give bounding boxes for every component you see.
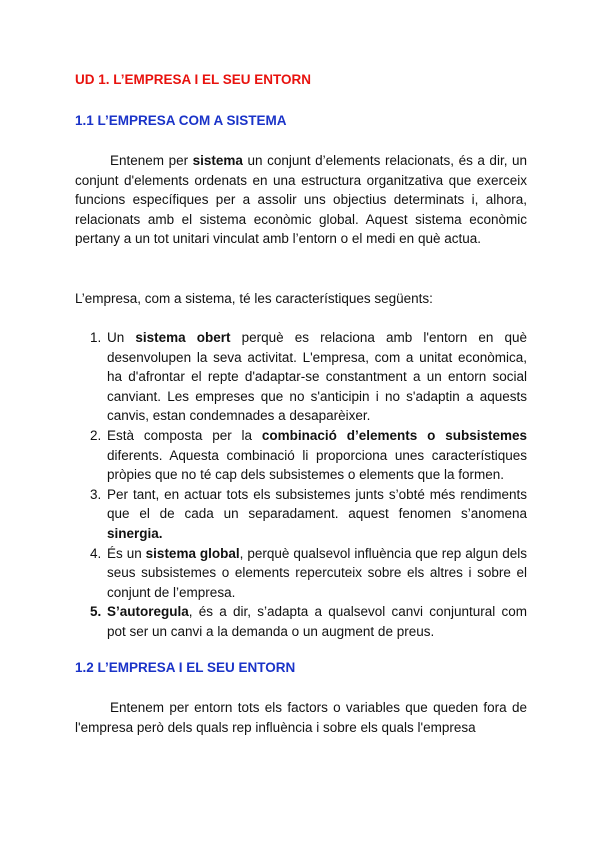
list-item-text: diferents. Aquesta combinació li proporciona unes característiques pròpies que no té cap dels subsistemes o elements que la formen. [107, 447, 527, 483]
intro-text-before: Entenem per [110, 153, 193, 168]
list-item-number: 2. [90, 427, 102, 443]
list-item-text: perquè es relaciona amb l'entorn en què desenvolupen la seva activitat. L'empresa, com a unitat econòmica, ha d'afrontar el repte d'adaptar-se constantment a un entorn social canviant. Les empreses que no s'anticipin i no s'adaptin a aquests canvis, estan condemnades a desaparèixer. [107, 330, 527, 424]
list-item [75, 544, 527, 603]
list-item-bold: sistema obert [135, 330, 231, 345]
list-item-bold: combinació d’elements o subsistemes [261, 427, 527, 443]
list-item-text: , perquè qualsevol influència que rep algun dels seus subsistemes o elements repercuteix sobre els altres i sobre el conjunt de l’empresa. [107, 545, 527, 600]
list-item-number: 3. [90, 486, 102, 502]
list-item-text: , és a dir, s’adapta a qualsevol canvi conjuntural com pot ser un canvi a la demanda o un augment de preus. [107, 604, 527, 639]
section-2-intro-paragraph: Entenem per entorn tots els factors o variables que queden fora de l'empresa però dels quals rep influència i sobre els quals l'empresa [75, 700, 527, 735]
list-item-text: És un [107, 545, 146, 561]
intro-text-after: un conjunt d’elements relacionats, és a dir, un conjunt d'elements ordenats en una estructura organitzativa que exerceix funcions específiques per a assolir uns objectius determinats i, alhora, relacionats amb el sistema econòmic global. Aquest sistema econòmic pertany a un tot unitari vinculat amb l’entorn o el medi en què actua. [75, 153, 528, 247]
characteristics-lead: L’empresa, com a sistema, té les característiques següents: [75, 291, 433, 306]
list-item [75, 328, 527, 426]
document-title: UD 1. L’EMPRESA I EL SEU ENTORN [75, 72, 312, 87]
section-1-intro-paragraph [75, 151, 527, 249]
section-2-heading: 1.2 L’EMPRESA I EL SEU ENTORN [75, 660, 296, 675]
intro-bold-term: sistema [192, 153, 243, 168]
list-item [75, 485, 527, 544]
list-item-number: 5. [90, 604, 102, 620]
list-item-number: 1. [90, 330, 102, 345]
list-item-text: Per tant, en actuar tots els subsistemes junts s’obté més rendiments que el de cada un separadament. aquest fenomen s’anomena [107, 486, 527, 522]
characteristics-list [75, 328, 527, 642]
list-item-bold: S’autoregula [107, 604, 189, 620]
list-item [75, 602, 527, 641]
list-item-bold: sistema global [145, 545, 240, 561]
list-item-text: Un [107, 330, 136, 345]
list-item-number: 4. [90, 545, 102, 561]
section-1-heading: 1.1 L’EMPRESA COM A SISTEMA [75, 113, 287, 128]
list-item [75, 426, 527, 485]
list-item-text: Està composta per la [107, 427, 262, 443]
list-item-bold: sinergia. [107, 525, 163, 541]
